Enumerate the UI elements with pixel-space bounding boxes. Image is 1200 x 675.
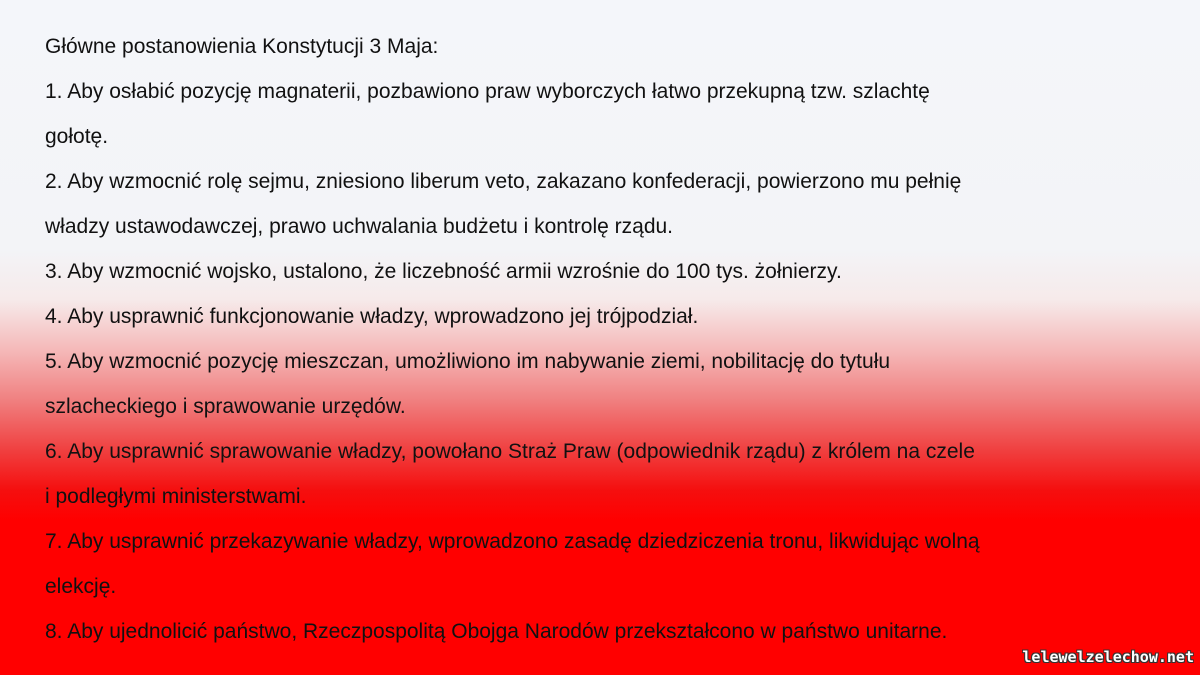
point-1-line-1: 1. Aby osłabić pozycję magnaterii, pozbawiono praw wyborczych łatwo przekupną tzw. szlachtę	[45, 80, 930, 103]
slide-content	[45, 24, 1155, 654]
point-2-line-1: 2. Aby wzmocnić rolę sejmu, zniesiono liberum veto, zakazano konfederacji, powierzono mu pełnię	[45, 170, 962, 193]
point-1-line-2: gołotę.	[45, 125, 109, 148]
point-8: 8. Aby ujednolicić państwo, Rzeczpospolitą Obojga Narodów przekształcono w państwo unitarne.	[45, 620, 948, 643]
point-6-line-1: 6. Aby usprawnić sprawowanie władzy, powołano Straż Praw (odpowiednik rządu) z królem na czele	[45, 440, 975, 463]
point-5-line-2: szlacheckiego i sprawowanie urzędów.	[45, 395, 406, 418]
watermark: lelewelzelechow.net	[1022, 648, 1194, 666]
slide-title: Główne postanowienia Konstytucji 3 Maja:	[45, 35, 439, 58]
point-4: 4. Aby usprawnić funkcjonowanie władzy, wprowadzono jej trójpodział.	[45, 305, 699, 328]
point-6-line-2: i podległymi ministerstwami.	[45, 485, 307, 508]
point-2-line-2: władzy ustawodawczej, prawo uchwalania budżetu i kontrolę rządu.	[45, 215, 674, 238]
point-3: 3. Aby wzmocnić wojsko, ustalono, że liczebność armii wzrośnie do 100 tys. żołnierzy.	[45, 260, 842, 283]
point-7-line-1: 7. Aby usprawnić przekazywanie władzy, wprowadzono zasadę dziedziczenia tronu, likwidując wolną	[45, 530, 980, 553]
point-7-line-2: elekcję.	[45, 575, 117, 598]
point-5-line-1: 5. Aby wzmocnić pozycję mieszczan, umożliwiono im nabywanie ziemi, nobilitację do tytułu	[45, 350, 891, 373]
